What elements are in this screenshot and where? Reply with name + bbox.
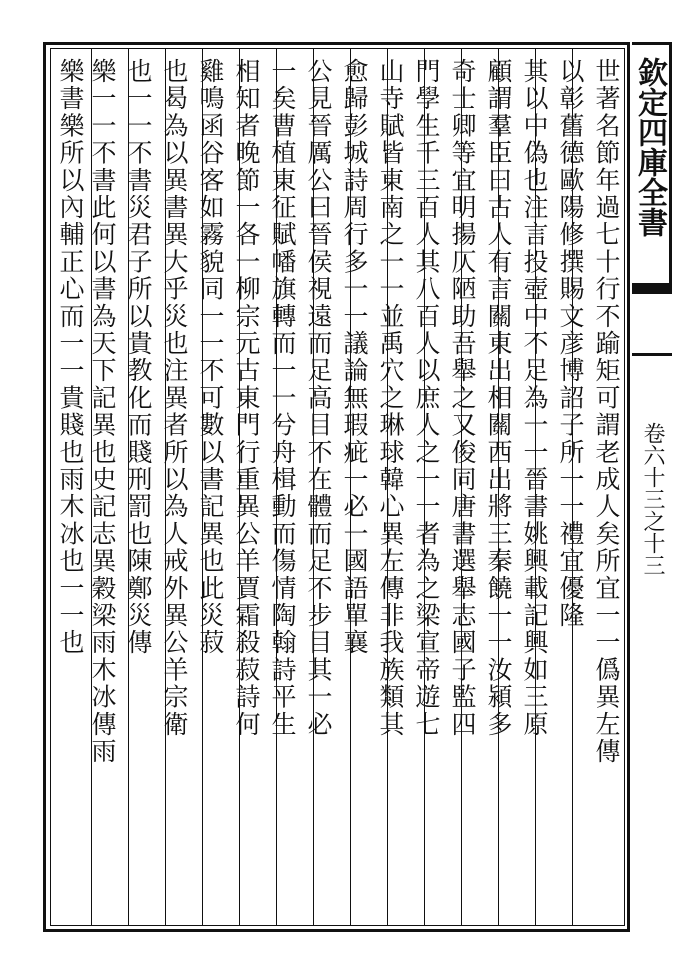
text-column: 山寺賦皆東南之一一並禹穴之琳球韓心異左傳非我族類其 (376, 58, 405, 738)
text-column: 一矣曹植東征賦幡旗轉而一一兮舟楫動而傷情陶翰詩平生 (268, 58, 297, 738)
text-column: 顧謂羣臣曰古人有言關東出相關西出將三秦饒一一汝潁多 (484, 58, 513, 738)
text-column: 門學生千三百人其八百人以庶人之一一者為之梁宣帝遊七 (412, 58, 441, 738)
text-column: 以彰舊德歐陽修撰賜文彦博詔子所一一禮宜優隆 (556, 58, 585, 630)
text-column: 奇士卿等宜明揚仄陋助吾舉之又俊同唐書選舉志國子監四 (448, 58, 477, 738)
text-column: 也一一不書災君子所以貴教化而賤刑罰也陳鄭災傳 (124, 58, 153, 657)
text-column: 愈歸彭城詩周行多一一議論無瑕疵一必一國語單襄 (340, 58, 369, 657)
text-column: 雞鳴函谷客如霧貌同一一不可數以書記異也此災菽 (196, 58, 225, 657)
text-column: 也曷為以異書異大乎災也注異者所以為人戒外異公羊宗衛 (160, 58, 189, 738)
text-column: 樂書樂所以內輔正心而一一貴賤也雨木冰也一一也 (56, 58, 85, 657)
text-column: 樂一一不書此何以書為天下記異也史記志異穀梁雨木冰傳雨 (88, 58, 117, 766)
text-column: 公見晉厲公曰晉侯視遠而足高目不在體而足不步目其一必 (304, 58, 333, 738)
text-column: 相知者晚節一各一柳宗元古東門行重異公羊賈霜殺菽詩何 (232, 58, 261, 738)
text-column: 世著名節年過七十行不踰矩可謂老成人矣所宜一一僞異左傳 (592, 58, 621, 766)
book-spine (632, 42, 680, 932)
book-title: 欽定四庫全書 (632, 42, 672, 286)
text-column: 其以中偽也注言投壺中不足為一一晉書姚興載記興如三原 (520, 58, 549, 738)
volume-label: 卷六十三之十三 (640, 422, 665, 576)
fish-tail-mark (632, 286, 672, 356)
